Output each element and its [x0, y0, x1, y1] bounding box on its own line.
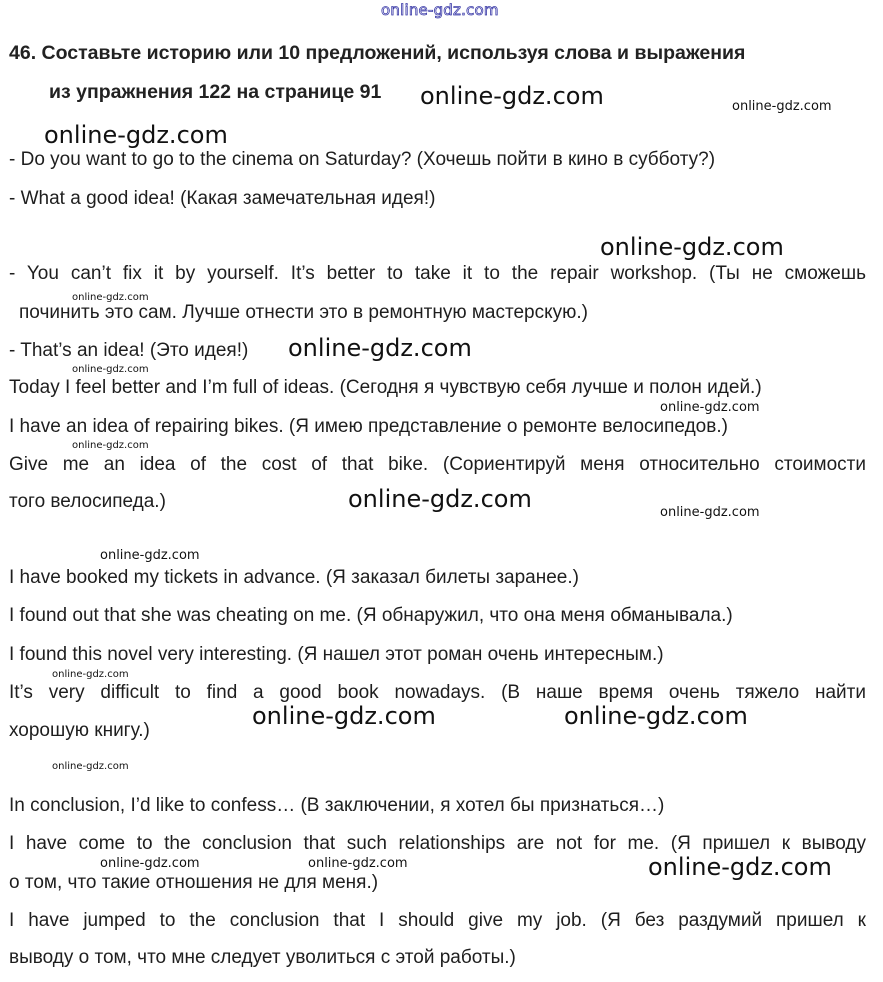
text-line: починить это сам. Лучше отнести это в ремонтную мастерскую.)	[19, 302, 589, 323]
text-line: - You can’t fix it by yourself. It’s better to take it to the repair workshop. (Ты не сможешь	[9, 263, 866, 284]
watermark: online-gdz.com	[72, 292, 149, 303]
watermark: online-gdz.com	[72, 440, 149, 451]
text-line: Give me an idea of the cost of that bike. (Сориентируй меня относительно стоимости	[9, 454, 866, 475]
text-line: хорошую книгу.)	[9, 720, 150, 741]
watermark: online-gdz.com	[660, 400, 760, 415]
task-title-line-2: из упражнения 122 на странице 91	[49, 81, 382, 103]
text-line: I have come to the conclusion that such relationships are not for me. (Я пришел к выводу	[9, 833, 866, 854]
watermark: online-gdz.com	[600, 233, 784, 261]
text-line: Today I feel better and I’m full of ideas. (Сегодня я чувствую себя лучше и полон идей.)	[9, 377, 762, 398]
watermark: online-gdz.com	[648, 853, 832, 881]
header-watermark: online-gdz.com	[381, 1, 499, 19]
watermark: online-gdz.com	[564, 702, 748, 730]
text-line: о том, что такие отношения не для меня.)	[9, 872, 379, 893]
text-line: I found out that she was cheating on me. (Я обнаружил, что она меня обманывала.)	[9, 605, 733, 626]
watermark: online-gdz.com	[732, 99, 832, 114]
text-line: того велосипеда.)	[9, 491, 166, 512]
text-line: I have jumped to the conclusion that I should give my job. (Я без раздумий пришел к	[9, 910, 866, 931]
text-line: I found this novel very interesting. (Я нашел этот роман очень интересным.)	[9, 644, 664, 665]
watermark: online-gdz.com	[288, 334, 472, 362]
text-line: In conclusion, I’d like to confess… (В заключении, я хотел бы признаться…)	[9, 795, 665, 816]
text-line: - That’s an idea! (Это идея!)	[9, 340, 249, 361]
watermark: online-gdz.com	[44, 121, 228, 149]
text-line: I have booked my tickets in advance. (Я заказал билеты заранее.)	[9, 567, 579, 588]
text-line: выводу о том, что мне следует уволиться с этой работы.)	[9, 947, 516, 968]
watermark: online-gdz.com	[252, 702, 436, 730]
text-line: It’s very difficult to find a good book nowadays. (В наше время очень тяжело найти	[9, 682, 866, 703]
watermark: online-gdz.com	[348, 485, 532, 513]
watermark: online-gdz.com	[72, 364, 149, 375]
watermark: online-gdz.com	[660, 505, 760, 520]
watermark: online-gdz.com	[420, 82, 604, 110]
task-title-line-1: 46. Составьте историю или 10 предложений, используя слова и выражения	[9, 42, 746, 64]
watermark: online-gdz.com	[308, 856, 408, 871]
text-line: - What a good idea! (Какая замечательная идея!)	[9, 188, 436, 209]
watermark: online-gdz.com	[52, 761, 129, 772]
text-line: - Do you want to go to the cinema on Saturday? (Хочешь пойти в кино в субботу?)	[9, 149, 716, 170]
watermark: online-gdz.com	[100, 856, 200, 871]
watermark: online-gdz.com	[52, 669, 129, 680]
text-line: I have an idea of repairing bikes. (Я имею представление о ремонте велосипедов.)	[9, 416, 728, 437]
watermark: online-gdz.com	[100, 548, 200, 563]
